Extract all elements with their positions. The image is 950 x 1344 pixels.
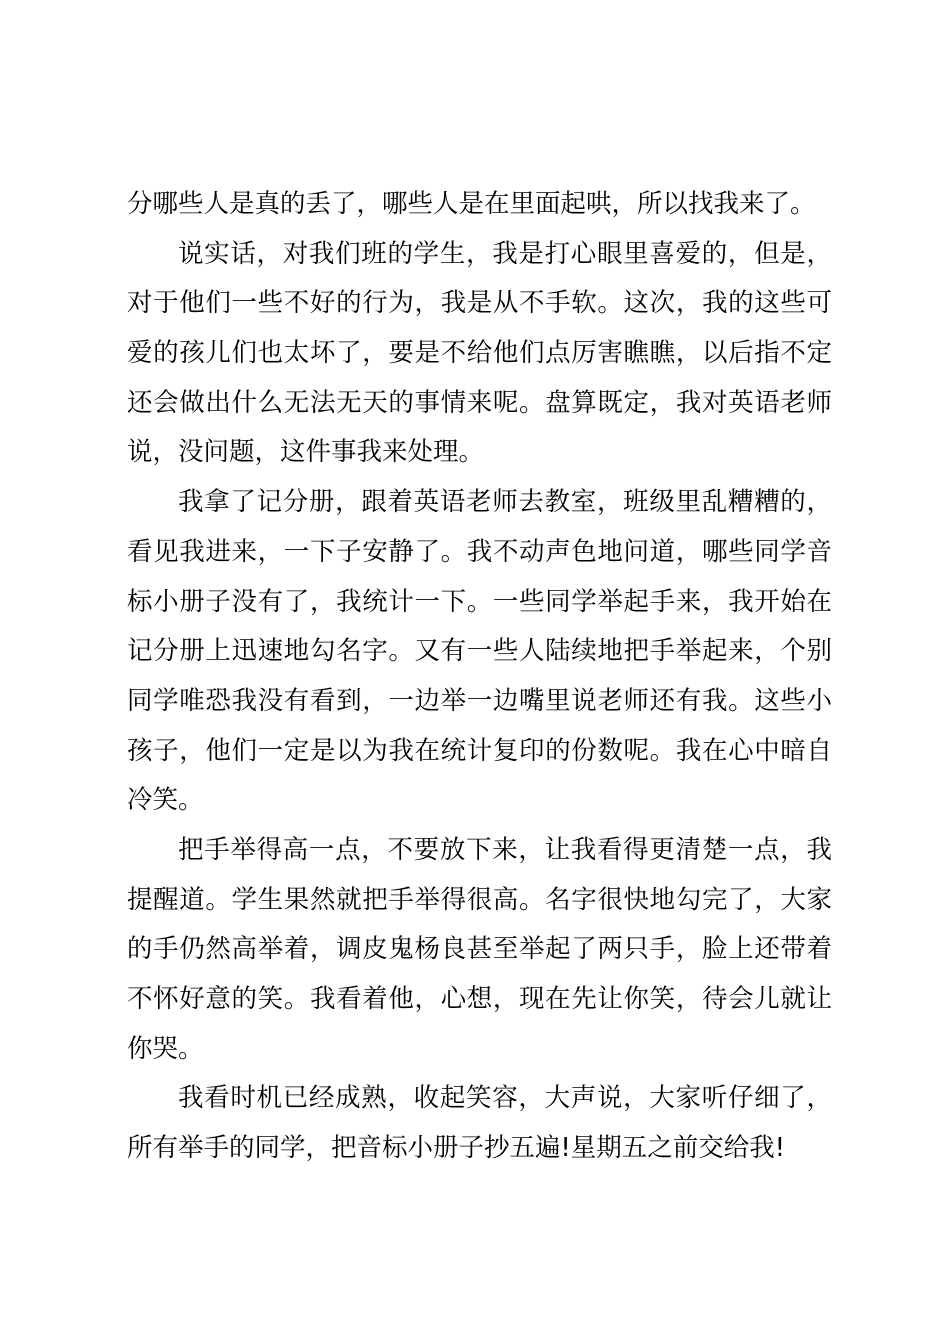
text-line: 提醒道。学生果然就把手举得很高。名字很快地勾完了，大家	[127, 884, 832, 915]
text-line: 看见我进来，一下子安静了。我不动声色地问道，哪些同学音	[127, 536, 832, 567]
text-line: 说实话，对我们班的学生，我是打心眼里喜爱的，但是，	[178, 238, 832, 269]
text-line: 对于他们一些不好的行为，我是从不手软。这次，我的这些可	[127, 288, 832, 319]
text-line: 还会做出什么无法无天的事情来呢。盘算既定，我对英语老师	[127, 387, 832, 418]
text-line: 冷笑。	[127, 785, 204, 816]
text-line: 的手仍然高举着，调皮鬼杨良甚至举起了两只手，脸上还带着	[127, 934, 832, 965]
text-line: 标小册子没有了，我统计一下。一些同学举起手来，我开始在	[127, 586, 832, 617]
text-line: 我看时机已经成熟，收起笑容，大声说，大家听仔细了，	[178, 1083, 832, 1114]
text-line: 不怀好意的笑。我看着他，心想，现在先让你笑，待会儿就让	[127, 984, 832, 1014]
body-text	[127, 180, 832, 1174]
text-line: 孩子，他们一定是以为我在统计复印的份数呢。我在心中暗自	[127, 735, 832, 766]
text-line: 所有举手的同学，把音标小册子抄五遍!星期五之前交给我!	[127, 1133, 785, 1164]
text-line: 记分册上迅速地勾名字。又有一些人陆续地把手举起来，个别	[127, 636, 832, 667]
text-line: 你哭。	[127, 1033, 204, 1064]
text-line: 把手举得高一点，不要放下来，让我看得更清楚一点，我	[178, 834, 832, 865]
text-line: 爱的孩儿们也太坏了，要是不给他们点厉害瞧瞧，以后指不定	[127, 338, 832, 369]
text-line: 说，没问题，这件事我来处理。	[127, 437, 485, 468]
text-line: 我拿了记分册，跟着英语老师去教室，班级里乱糟糟的，	[178, 487, 832, 518]
text-line: 分哪些人是真的丢了，哪些人是在里面起哄，所以找我来了。	[127, 189, 816, 219]
text-line: 同学唯恐我没有看到，一边举一边嘴里说老师还有我。这些小	[127, 685, 832, 716]
